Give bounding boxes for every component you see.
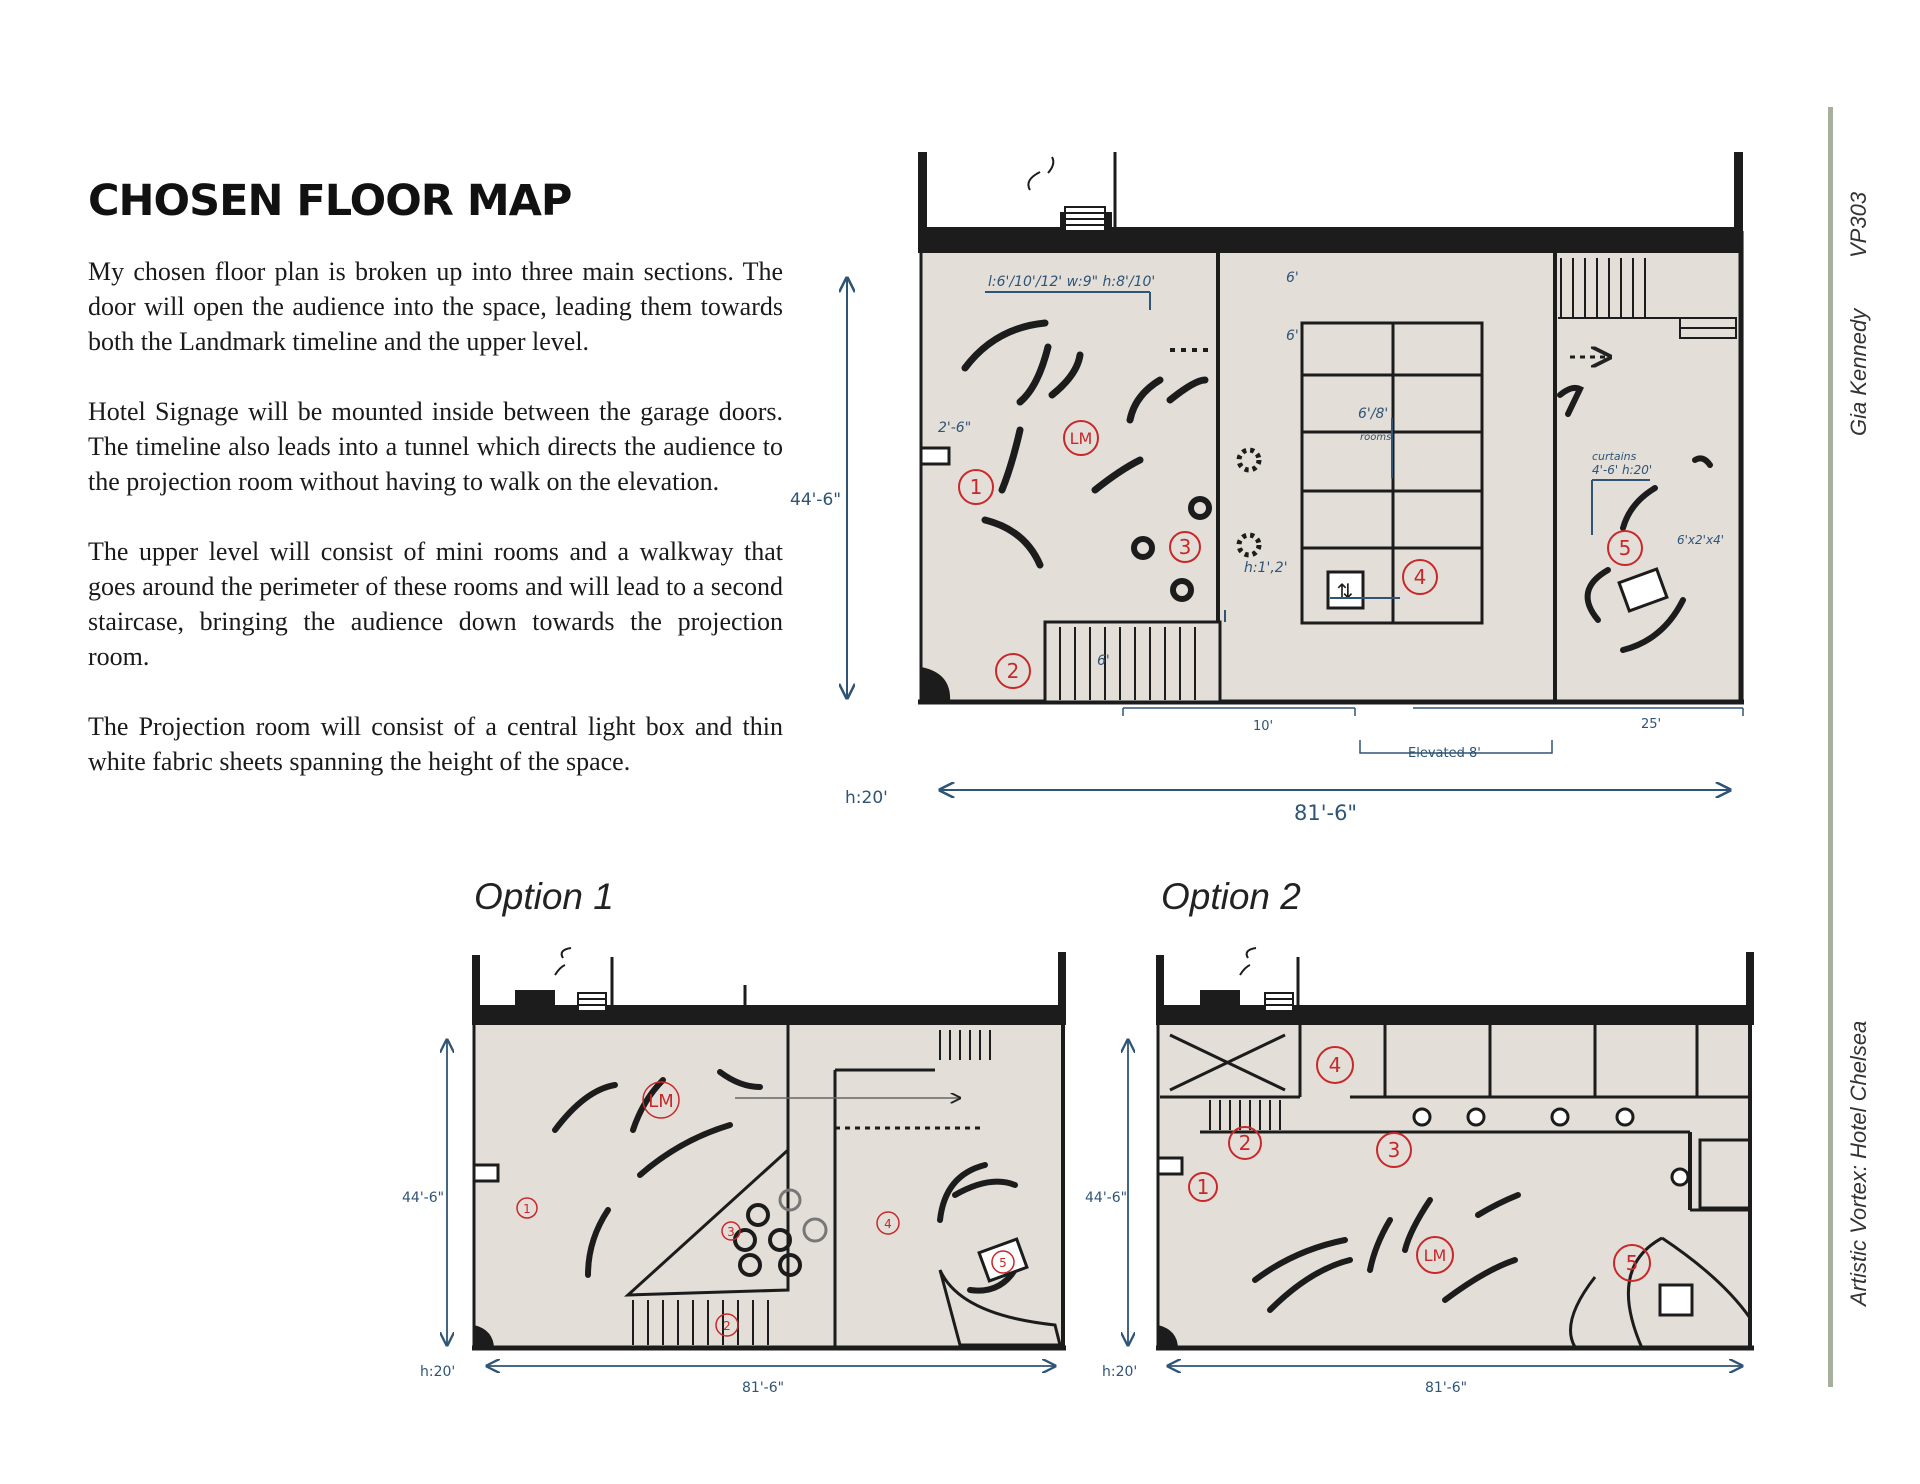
marker-2: 2 xyxy=(1006,659,1020,683)
pillar-dim: h:1',2' xyxy=(1244,560,1288,576)
opt1-marker-3: 3 xyxy=(727,1225,735,1239)
opt2-marker-1: 1 xyxy=(1196,1175,1210,1199)
opt2-marker-5: 5 xyxy=(1625,1251,1639,1275)
opt2-marker-landmark: LM xyxy=(1423,1246,1447,1265)
vertical-dim-b: 6' xyxy=(1286,328,1299,344)
wall xyxy=(1734,152,1743,232)
curtains-dims: 4'-6' h:20' xyxy=(1592,463,1653,477)
sub-width-left: 10' xyxy=(1253,719,1274,734)
paragraph: The Projection room will consist of a central light box and thin white fabric sheets spanning the height of the space. xyxy=(88,712,783,776)
depth-dim: 44'-6" xyxy=(790,490,842,510)
main-floor-plan xyxy=(790,152,1744,825)
opt2-marker-4: 4 xyxy=(1328,1053,1342,1077)
marker-4: 4 xyxy=(1413,565,1427,589)
paragraph: The upper level will consist of mini rooms and a walkway that goes around the perimeter of these rooms and will lead to a second staircase, bringing the audience down towards the projection room. xyxy=(88,537,783,671)
paragraph: My chosen floor plan is broken up into three main sections. The door will open the audience into the space, leading them towards both the Landmark timeline and the upper level. xyxy=(88,257,783,356)
curtains-label: curtains xyxy=(1592,450,1637,463)
opt1-marker-5: 5 xyxy=(999,1256,1007,1270)
paragraph: Hotel Signage will be mounted inside between the garage doors. The timeline also leads into a tunnel which directs the audience to the projection room without having to walk on the elevation. xyxy=(88,397,783,496)
opt1-marker-2: 2 xyxy=(723,1319,731,1333)
author-name: Gia Kennedy xyxy=(1846,308,1871,436)
opt2-marker-3: 3 xyxy=(1387,1138,1401,1162)
opt1-width-dim: 81'-6" xyxy=(742,1380,785,1396)
page-title: CHOSEN FLOOR MAP xyxy=(88,176,572,226)
marker-landmark: LM xyxy=(1069,429,1093,448)
height-dim: h:20' xyxy=(845,788,888,808)
marker-5: 5 xyxy=(1618,536,1632,560)
wall xyxy=(918,152,927,232)
lightbox-dims: 6'x2'x4' xyxy=(1677,533,1725,547)
door-dim: 2'-6" xyxy=(938,420,972,436)
opt1-marker-1: 1 xyxy=(523,1202,531,1216)
opt2-marker-2: 2 xyxy=(1238,1131,1252,1155)
project-title: Artistic Vortex: Hotel Chelsea xyxy=(1846,1020,1871,1306)
opt2-height-dim: h:20' xyxy=(1102,1364,1138,1380)
option-2-label: Option 2 xyxy=(1161,876,1301,917)
option-2-floor-plan xyxy=(1085,948,1754,1396)
stairs-left xyxy=(1045,622,1220,702)
opt1-height-dim: h:20' xyxy=(420,1364,456,1380)
opt1-marker-4: 4 xyxy=(884,1217,892,1231)
rooms-dim: 6'/8' xyxy=(1358,406,1389,422)
course-code: VP303 xyxy=(1846,191,1871,258)
elevator-icon xyxy=(1328,572,1363,608)
option-1-floor-plan xyxy=(402,948,1066,1396)
timeline-dims: l:6'/10'/12' w:9" h:8'/10' xyxy=(988,274,1156,290)
stair-dim: 6' xyxy=(1097,653,1110,669)
rooms-label: rooms xyxy=(1360,432,1392,443)
opt2-depth-dim: 44'-6" xyxy=(1085,1190,1128,1206)
option-1-label: Option 1 xyxy=(474,876,614,917)
opt2-width-dim: 81'-6" xyxy=(1425,1380,1468,1396)
opt1-marker-landmark: LM xyxy=(648,1091,674,1112)
elevated-dim: Elevated 8' xyxy=(1408,746,1481,761)
entry-steps xyxy=(1028,157,1105,231)
vertical-dim-a: 6' xyxy=(1286,270,1299,286)
sub-width-right: 25' xyxy=(1641,717,1662,732)
width-dim: 81'-6" xyxy=(1294,801,1358,825)
svg-text:⇅: ⇅ xyxy=(1336,579,1354,603)
marker-3: 3 xyxy=(1178,535,1192,559)
marker-1: 1 xyxy=(969,475,983,499)
opt1-depth-dim: 44'-6" xyxy=(402,1190,445,1206)
back-wall xyxy=(918,227,1743,253)
